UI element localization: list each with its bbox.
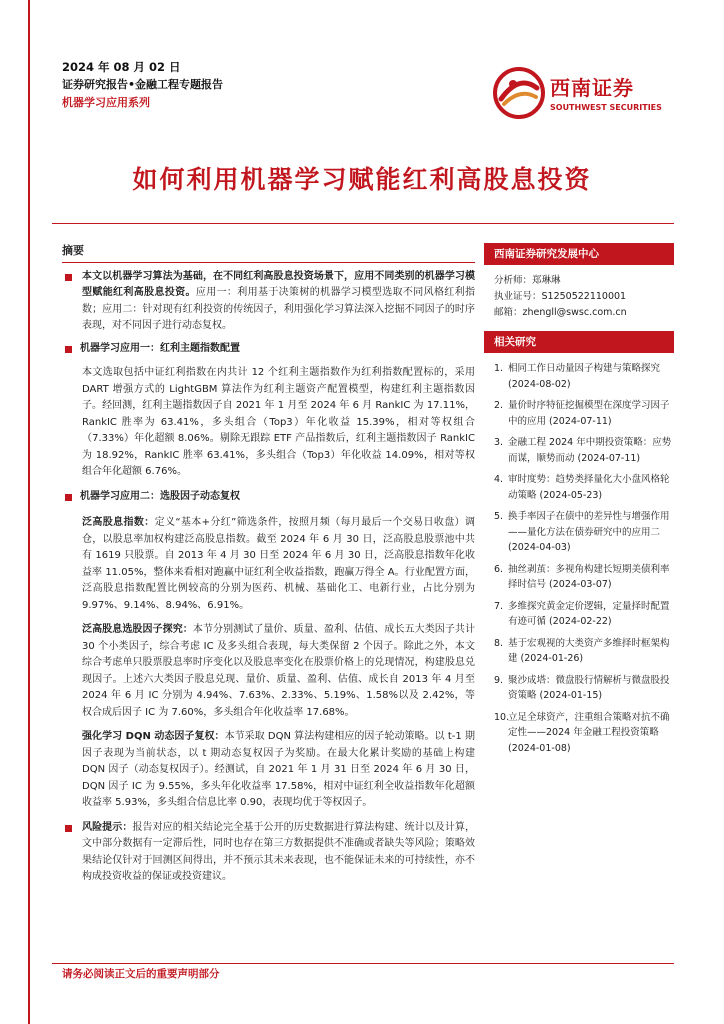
related-item-number: 4. [494,474,504,485]
related-research-item[interactable] [494,435,674,466]
related-item-title: 金融工程 2024 年中期投资策略：应势而谋，顺势而动 (2024-07-11) [508,437,672,464]
related-research-list [484,353,674,756]
related-research-item[interactable] [494,472,674,503]
app1-title [62,341,475,358]
app2-paragraph-3 [82,729,475,812]
p2-label: 泛高股息选股因子探究： [82,624,193,635]
footer-divider [52,963,674,964]
abstract-section [62,243,475,892]
bullet-square-icon [65,494,72,501]
related-item-title: 换手率因子在债中的差异性与增强作用——量化方法在债券研究中的应用二 (2024-04-03) [508,511,670,553]
related-item-title: 聚沙成塔：微盘股行情解析与微盘股投资策略 (2024-01-15) [508,674,670,701]
risk-paragraph [62,820,475,886]
title-divider [52,223,674,224]
related-item-number: 6. [494,563,504,575]
intro-text: 应用一：利用基于决策树的机器学习模型选取不同风格红利指数；应用二：针对现有红利投资的传统因子，利用强化学习算法深入挖掘不同因子的时序表现，对不同因子进行动态复权。 [82,287,476,331]
related-research-item[interactable] [494,636,674,667]
app2-paragraph-2 [82,622,475,721]
intro-paragraph [62,269,475,335]
p1-label: 泛高股息指数： [82,517,155,528]
analyst-license: 执业证号：S1250522110001 [494,291,627,302]
app2-title-text: 机器学习应用二：选股因子动态复权 [80,490,240,502]
bullet-square-icon [65,274,72,281]
related-research-item[interactable] [494,673,674,704]
p2-text: 本节分别测试了量价、质量、盈利、估值、成长五大类因子共计 30 个小类因子，综合考虑 IC 及多头组合表现，每大类保留 2 个因子。除此之外，本文综合考虑单只股票股息率时序变化以及股息率变化在股票价格上的兑现情况，构建股息兑现因子。上述六大类因子股息兑现、量价、质量、盈利、估值、成长自 2013 年 4 月至 2024 年 6 月 IC 分别为 4.94%、7.63%、2.33%、5.19%、1.58%以及 2.42%，等权合成后因子 IC 为 7.60%，多头组合年化收益率 17.68%。 [82,624,476,718]
related-item-title: 多维探究黄金定价逻辑，定量择时配置有迹可循 (2024-02-22) [508,600,670,627]
related-item-title: 抽丝剥茧：多视角构建长短期美债利率择时信号 (2024-03-07) [508,563,670,590]
related-item-title: 立足全球资产，注重组合策略对抗不确定性——2024 年金融工程投资策略 (2024-01-08) [508,711,670,754]
company-logo [492,66,672,120]
left-accent-bar [28,0,30,1024]
logo-emblem-icon [492,66,546,120]
related-item-number: 1. [494,363,504,374]
related-research-header: 相关研究 [484,331,674,353]
bullet-square-icon [65,346,72,353]
logo-cn-text: 西南证券 [550,76,634,100]
app1-title-text: 机器学习应用一：红利主题指数配置 [80,342,240,354]
risk-text: 报告对应的相关结论完全基于公开的历史数据进行算法构建、统计以及计算，文中部分数据有一定滞后性，同时也存在第三方数据提供不准确或者缺失等风险；策略效果结论仅针对于回测区间得出，并不预示其未来表现，也不能保证未来的可持续性，亦不构成投资收益的保证或投资建议。 [82,821,476,882]
related-item-number: 8. [494,637,504,649]
app1-paragraph: 本文选取包括中证红利指数在内共计 12 个红利主题指数作为红利指数配置标的，采用 DART 增强方式的 LightGBM 算法作为红利主题资产配置模型，构建红利主题指数因子。经回测，红利主题指数因子自 2021 年 1 月至 2024 年 6 月 RankIC 为 17.11%，RankIC 胜率为 63.41%，多头组合（Top3）年化收益 15.39%，相对等权组合（7.33%）年化超额 8.06%。剔除无跟踪 ETF 产品指数后，红利主题指数因子 RankIC 为 18.92%，RankIC 胜率 63.41%，多头组合（Top3）年化收益 14.09%，相对等权组合年化超额 6.76%。 [82,367,475,477]
report-type: 证券研究报告•金融工程专题报告 [62,78,224,91]
related-research-item[interactable] [494,599,674,630]
related-research-item[interactable] [494,562,674,593]
related-item-title: 审时度势：趋势类择量化大小盘风格轮动策略 (2024-05-23) [508,474,670,501]
analyst-info [484,265,674,321]
related-item-number: 10. [494,711,510,723]
abstract-divider [62,262,475,263]
related-research-item[interactable] [494,361,674,392]
app2-paragraph-1 [82,515,475,614]
related-item-number: 7. [494,600,504,612]
intro-bold: 本文以机器学习算法为基础，在不同红利高股息投资场景下，应用不同类别的机器学习模型赋能红利高股息投资。 [82,270,475,298]
analyst-email[interactable]: 邮箱：zhengll@swsc.com.cn [494,307,627,318]
related-research-item[interactable] [494,398,674,429]
risk-label: 风险提示： [82,821,133,833]
app2-title [62,489,475,506]
related-item-title: 量价时序特征挖掘模型在深度学习因子中的应用 (2024-07-11) [508,400,670,427]
logo-en-text: SOUTHWEST SECURITIES [550,103,662,112]
bullet-square-icon [65,825,72,832]
related-item-title: 相同工作日动量因子构建与策略探究 (2024-08-02) [508,363,661,390]
p1-text: 定义“基本+分红”筛选条件，按照月频（每月最后一个交易日收盘）调仓，以股息率加权构建泛高股息指数。截至 2024 年 6 月 30 日，泛高股息股票池中共有 1619 只股票。自 2013 年 4 月 30 日至 2024 年 6 月 30 日，泛高股息指数年化收益率 11.05%，整体来看相对跑赢中证红利全收益指数，跑赢万得全 A。行业配置方面，泛高股息指数配置比例较高的分别为医药、机械、基础化工、电新行业，占比分别为 9.97%、9.14%、8.94%、6.91%。 [82,517,475,611]
report-date: 2024 年 08 月 02 日 [62,60,181,74]
research-center-header: 西南证券研究发展中心 [484,243,674,265]
related-item-number: 5. [494,511,504,522]
related-item-number: 2. [494,400,504,411]
p3-label: 强化学习 DQN 动态因子复权： [82,731,225,742]
related-item-number: 3. [494,437,504,448]
sidebar [484,243,674,762]
report-header [62,58,223,112]
related-item-number: 9. [494,674,504,686]
p3-text: 本节采取 DQN 算法构建相应的因子轮动策略。以 t-1 期因子表现为当前状态，以 t 期动态复权因子为奖励。在最大化累计奖励的基础上构建 DQN 因子（动态复权因子）。经测试，自 2021 年 1 月 31 日至 2024 年 6 月 30 日，DQN 因子 IC 为 9.55%，多头年化收益率 17.58%，相对中证红利全收益指数年化超额收益率 5.93%，多头组合信息比率 0.90，表现均优于等权因子。 [82,731,475,808]
report-title: 如何利用机器学习赋能红利高股息投资 [132,165,592,194]
related-research-item[interactable] [494,509,674,556]
related-research-item[interactable] [494,710,674,757]
abstract-heading: 摘要 [62,244,84,257]
footer-disclaimer: 请务必阅读正文后的重要声明部分 [62,968,220,980]
related-item-title: 基于宏观视的大类资产多维择时框架构建 (2024-01-26) [508,637,670,664]
report-series: 机器学习应用系列 [62,96,150,109]
analyst-name: 分析师：郑琳琳 [494,275,561,286]
